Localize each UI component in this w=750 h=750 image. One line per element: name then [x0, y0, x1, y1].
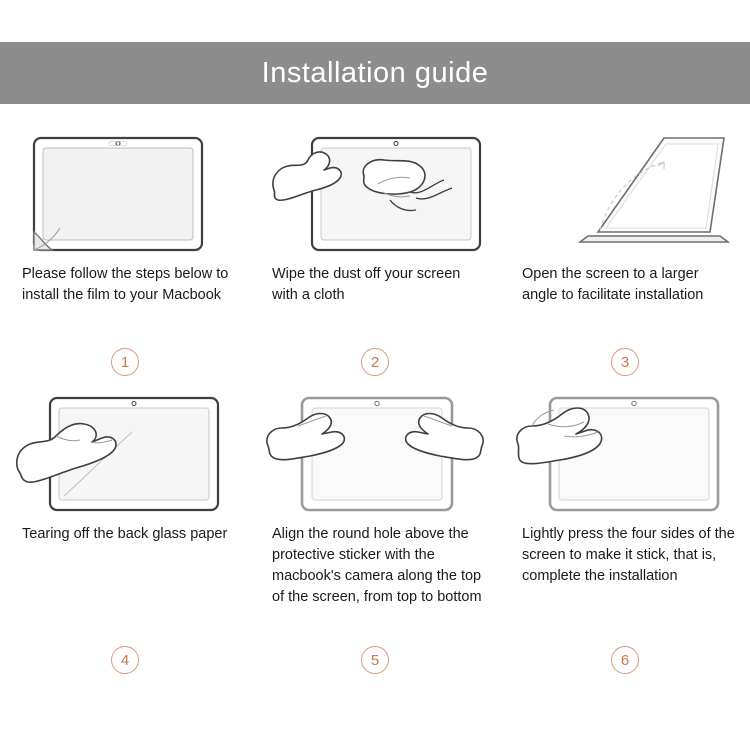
step-number-badge: 4 — [111, 646, 139, 674]
step-caption: Wipe the dust off your screen with a cloth — [272, 266, 461, 303]
step-caption: Open the screen to a larger angle to facilitate installation — [522, 266, 704, 303]
hand-pressing-screen-icon — [514, 392, 736, 514]
step-caption: Align the round hole above the protective sticker with the macbook's camera along the top of the screen, from top to bottom — [272, 526, 482, 605]
step-card-3 — [500, 128, 750, 388]
steps-grid — [0, 128, 750, 688]
step-card-4 — [0, 388, 250, 688]
step-caption: Lightly press the four sides of the screen to make it stick, that is, complete the installation — [522, 526, 735, 584]
laptop-screen-with-peeling-film-corner-icon — [14, 132, 236, 254]
step-number-badge: 2 — [361, 348, 389, 376]
step-number-badge: 3 — [611, 348, 639, 376]
two-hands-aligning-film-icon — [264, 392, 486, 514]
step-card-6 — [500, 388, 750, 688]
step-number-badge: 6 — [611, 646, 639, 674]
step-number-badge: 1 — [111, 348, 139, 376]
steps-row-1 — [0, 128, 750, 388]
open-laptop-side-view-icon — [514, 132, 736, 254]
step-number-badge: 5 — [361, 646, 389, 674]
step-card-2 — [250, 128, 500, 388]
page-header — [0, 42, 750, 104]
steps-row-2 — [0, 388, 750, 688]
page-title: Installation guide — [261, 56, 489, 89]
hand-peeling-back-paper-icon — [14, 392, 236, 514]
step-caption: Please follow the steps below to install the film to your Macbook — [22, 266, 229, 303]
hand-wiping-screen-with-cloth-icon — [264, 132, 486, 254]
step-caption: Tearing off the back glass paper — [22, 526, 228, 542]
step-card-5 — [250, 388, 500, 688]
step-card-1 — [0, 128, 250, 388]
